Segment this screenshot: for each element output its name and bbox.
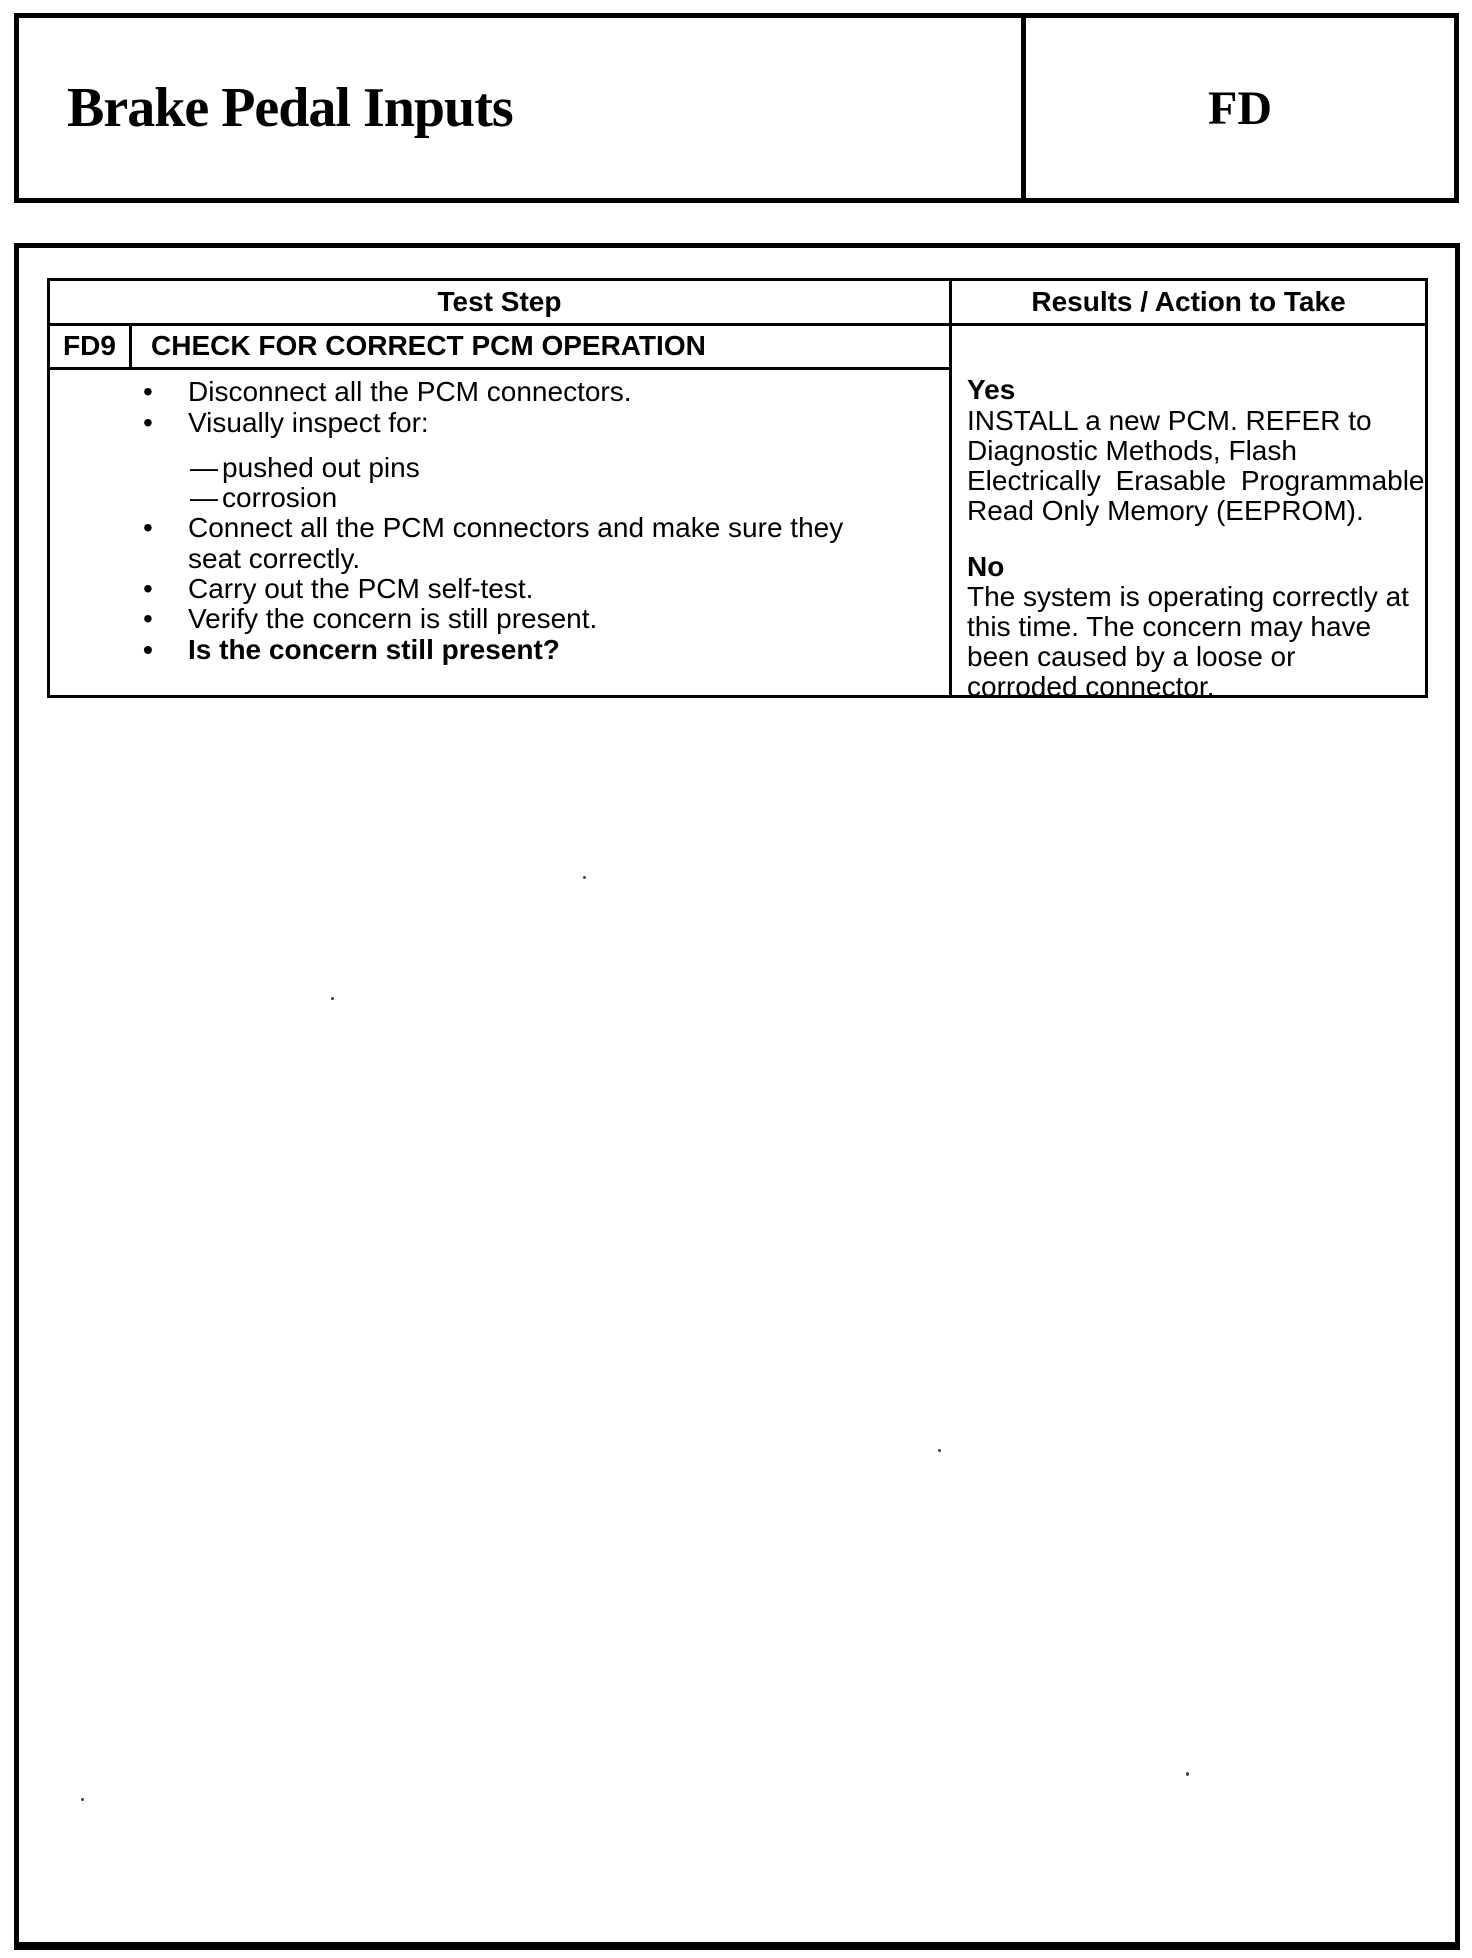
step-text: Verify the concern is still present. [188, 603, 598, 634]
result-yes-line: Read Only Memory (EEPROM). [967, 495, 1364, 526]
step-title: CHECK FOR CORRECT PCM OPERATION [151, 330, 706, 361]
result-no-line: corroded connector. [967, 671, 1215, 702]
bullet-icon: • [143, 376, 153, 407]
result-no-label: No [967, 551, 1005, 582]
bullet-icon: • [143, 407, 153, 438]
step-id-cell-border [129, 323, 132, 370]
step-text: Connect all the PCM connectors and make sure they [188, 512, 844, 543]
step-text: Visually inspect for: [188, 407, 429, 438]
step-text: pushed out pins [222, 452, 420, 483]
step-text: Disconnect all the PCM connectors. [188, 376, 632, 407]
scan-speck [331, 997, 334, 1000]
bullet-icon: • [143, 573, 153, 604]
step-text: seat correctly. [188, 543, 361, 574]
result-yes-line: INSTALL a new PCM. REFER to [967, 405, 1372, 436]
col-header-test-step: Test Step [437, 286, 562, 317]
col-header-results: Results / Action to Take [1031, 286, 1346, 317]
bullet-icon: • [143, 512, 153, 543]
column-divider [949, 281, 952, 695]
header-title-cell [19, 18, 1021, 198]
result-no-line: been caused by a loose or [967, 641, 1296, 672]
scan-speck [583, 876, 586, 879]
step-text: corrosion [222, 482, 338, 513]
scan-speck [1186, 1772, 1189, 1776]
dash-icon: — [190, 452, 218, 483]
scan-speck [81, 1798, 84, 1801]
section-code: FD [1208, 81, 1272, 135]
step-text: Carry out the PCM self-test. [188, 573, 534, 604]
page-title: Brake Pedal Inputs [67, 77, 513, 139]
result-no-line: The system is operating correctly at [967, 581, 1409, 612]
header-box [14, 13, 1459, 203]
bullet-icon: • [143, 603, 153, 634]
diagnostic-table [47, 278, 1428, 702]
step-id: FD9 [63, 330, 116, 361]
header-code-cell [1026, 18, 1454, 198]
result-yes-line: Electrically Erasable Programmable [967, 465, 1425, 496]
scan-speck [938, 1449, 941, 1452]
result-no-line: this time. The concern may have [967, 611, 1372, 642]
bullet-icon: • [143, 634, 153, 665]
dash-icon: — [190, 482, 218, 513]
result-yes-label: Yes [967, 374, 1016, 405]
step-text: Is the concern still present? [188, 634, 560, 665]
step-row-border [50, 367, 949, 370]
result-yes-line: Diagnostic Methods, Flash [967, 435, 1297, 466]
